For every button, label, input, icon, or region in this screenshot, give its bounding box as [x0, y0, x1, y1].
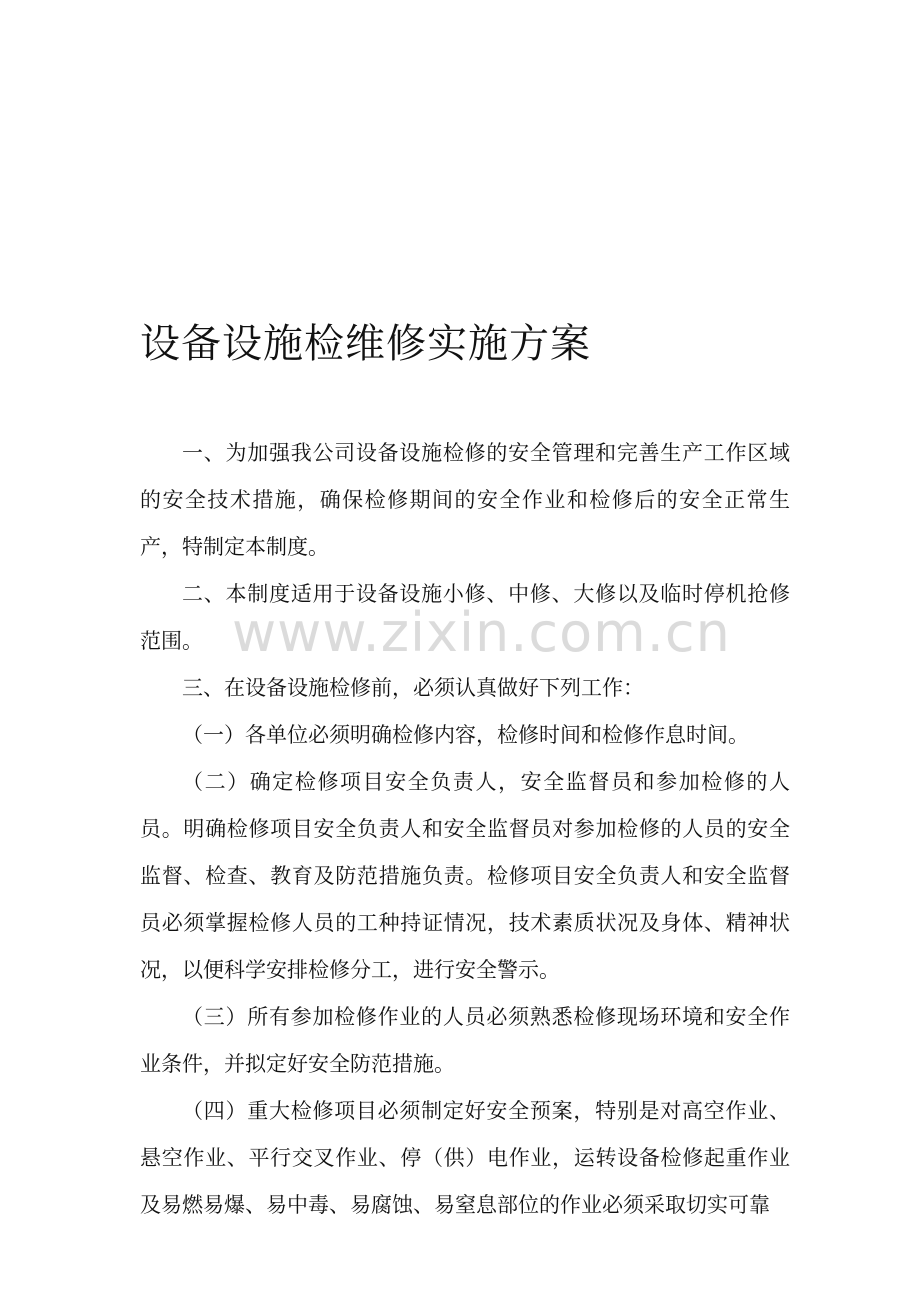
paragraph-6: （三）所有参加检修作业的人员必须熟悉检修现场环境和安全作业条件，并拟定好安全防范措施。 — [140, 1005, 790, 1076]
paragraph-3: 三、在设备设施检修前，必须认真做好下列工作： — [182, 676, 644, 700]
document-body — [140, 430, 790, 1229]
paragraph-7: （四）重大检修项目必须制定好安全预案，特别是对高空作业、悬空作业、平行交叉作业、停（供）电作业，运转设备检修起重作业及易燃易爆、易中毒、易腐蚀、易窒息部位的作业必须采取切实可靠 — [140, 1099, 790, 1217]
paragraph-4: （一）各单位必须明确检修内容，检修时间和检修作息时间。 — [182, 723, 749, 747]
paragraph-1: 一、为加强我公司设备设施检修的安全管理和完善生产工作区域的安全技术措施，确保检修期间的安全作业和检修后的安全正常生产，特制定本制度。 — [140, 441, 790, 559]
watermark: www.zixin.com.cn — [232, 601, 731, 664]
paragraph-2: 二、本制度适用于设备设施小修、中修、大修以及临时停机抢修范围。 — [140, 582, 790, 653]
document-title: 设备设施检维修实施方案 — [140, 321, 591, 367]
paragraph-5: （二）确定检修项目安全负责人，安全监督员和参加检修的人员。明确检修项目安全负责人和安全监督员对参加检修的人员的安全监督、检查、教育及防范措施负责。检修项目安全负责人和安全监督员必须掌握检修人员的工种持证情况，技术素质状况及身体、精神状况，以便科学安排检修分工，进行安全警示。 — [140, 770, 790, 982]
